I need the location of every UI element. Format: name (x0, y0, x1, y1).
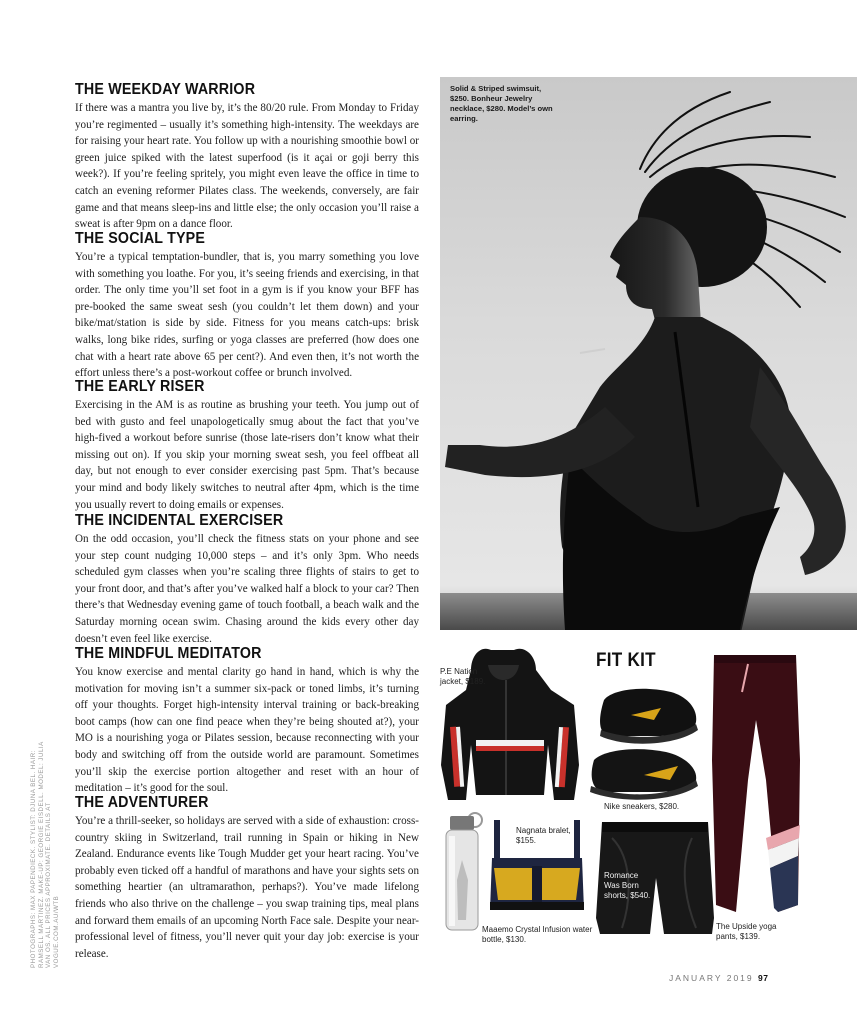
section-body: If there was a mantra you live by, it’s the 80/20 rule. From Monday to Friday you’re regimented – usually it’s something high-intensity. The weekdays are for raising your heart rate. You follow up with a nourishing smoothie bowl or green juice spiked with the latest superfood (is it açai or goji berry this week?). If you’re feeling spritely, you might even leave the office in time to catch an evening reformer Pilates class. The weekends, conversely, are fair game and that means sleep-ins and little else; the only occasion you’ll raise a sweat is after 9pm on a dance floor. (75, 102, 419, 231)
hero-photo (440, 77, 857, 630)
section-heading: THE ADVENTURER (75, 794, 209, 811)
section-body: You’re a typical temptation-bundler, that is, you marry something you love with something you loathe. For you, it’s seeing friends and exercising, in that order. The only time you’ll set foot in a gym is if you know your BFF has pre-booked the same sweat sesh (you couldn’t let them down) and your bike/mat/station is side by side. Fitness for you means catch-ups: brisk walks, long bike rides, surfing or yoga classes are preferred (how does one chat with a heart rate above 65 per cent?). And even then, it’s not worth the effort unless there’s a post-workout coffee or brunch involved. (75, 251, 419, 380)
water-bottle-caption: Maaemo Crystal Infusion water bottle, $130. (482, 925, 593, 944)
jacket-caption: P.E Nation jacket, $189. (440, 667, 486, 686)
section-social-type (75, 229, 419, 382)
yoga-pants-caption: The Upside yoga pants, $139. (716, 922, 777, 941)
section-heading: THE EARLY RISER (75, 378, 205, 395)
photo-credits: PHOTOGRAPHS: MAX PAPENDIECK. STYLIST: DJUNA BEL. HAIR: RAMSELL MARTINEZ. MAKE-UP: GEORGIE EISDELL. MODEL: JULIA VAN OS. ALL PRICES APPROXIMATE. DETAILS AT VOGUE.COM.AU/WTB (30, 741, 60, 968)
section-body: On the odd occasion, you’ll check the fitness stats on your phone and see your step count nudging 10,000 steps – and it’s only 3pm. Who needs scheduled gym classes when you’re scaling three flights of stairs to get to your front door, and that’s after you’ve walked half a block to your car? Then there’s that Wednesday evening game of touch football, a beach walk and the Saturday morning ocean swim. Chasing around the kids every other day doesn’t even feel like exercise. (75, 533, 419, 645)
sneakers-image (586, 680, 706, 802)
sneakers-caption: Nike sneakers, $280. (604, 802, 680, 811)
water-bottle-image (440, 810, 486, 934)
yoga-pants-image (708, 650, 804, 920)
section-early-riser (75, 377, 419, 513)
section-mindful-meditator (75, 644, 419, 797)
footer-month: JANUARY 2019 (669, 973, 754, 983)
shorts-caption: Romance Was Born shorts, $540. (604, 871, 651, 900)
section-weekday-warrior (75, 80, 419, 233)
section-incidental-exerciser (75, 511, 419, 647)
section-heading: THE SOCIAL TYPE (75, 230, 206, 247)
section-adventurer (75, 793, 419, 962)
section-heading: THE WEEKDAY WARRIOR (75, 81, 256, 98)
section-body: You know exercise and mental clarity go hand in hand, which is why the motivation for moving isn’t a summer six-pack or toned limbs, it’s turning off your thoughts. Forget high-intensity interval training or back-breaking boot camps (how can one find peace when they’re being shouted at?), your MO is a nourishing yoga or Pilates session, because reconnecting with your body and switching off from the outside world are paramount. Sometimes you’ll skip the exercise portion altogether and reset with an hour of meditation – it’s good for the soul. (75, 666, 419, 795)
page-number: 97 (758, 973, 769, 983)
page-footer (669, 973, 768, 983)
runner-silhouette (440, 77, 857, 630)
section-body: You’re a thrill-seeker, so holidays are served with a side of exhaustion: cross-country skiing in Switzerland, trail running in Spain or hiking in New Zealand. Endurance events like Tough Mudder get your heart racing. You’ve probably even ticked off a handful of marathons and have your sights sets on something heartier (an ultramarathon, perhaps?). You’ve made lifelong friends who also thrive on the challenge – you swap training tips, meal plans and forward them emails of an upcoming North Face sale. Despite your near-professional level of fitness, you’ll never quit your day job: exercise is your release. (75, 815, 419, 960)
section-body: Exercising in the AM is as routine as brushing your teeth. You jump out of bed with gusto and feel unapologetically smug about the fact that you’ve high-fived a workout before sunrise (those late-risers don’t know what their missing out on). If you skip your morning sweat sesh, you feel offbeat all day, but not enough to ever consider exercising past 5pm. That’s because your mind and body likely switches to neutral after 4pm, which is the time you usually revert to doing emails or expenses. (75, 399, 419, 511)
hero-caption: Solid & Striped swimsuit, $250. Bonheur Jewelry necklace, $280. Model’s own earring. (450, 84, 553, 123)
fit-kit-title: FIT KIT (596, 650, 656, 671)
section-heading: THE INCIDENTAL EXERCISER (75, 512, 284, 529)
bralet-caption: Nagnata bralet, $155. (516, 826, 571, 845)
section-heading: THE MINDFUL MEDITATOR (75, 645, 262, 662)
